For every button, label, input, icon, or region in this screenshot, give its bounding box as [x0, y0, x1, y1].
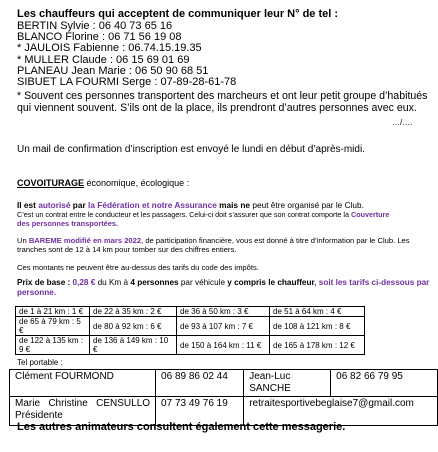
driver-line: BLANCO Florine : 06 71 56 19 08: [17, 31, 182, 43]
contact-email[interactable]: retraitesportivebeglaise7@gmail.com: [244, 397, 438, 426]
contact-name: Marie Christine CENSULLO: [15, 398, 151, 409]
prix-label: Prix de base :: [17, 278, 71, 287]
covoiturage-subtitle: économique, écologique :: [86, 178, 190, 188]
tarif-cell: de 136 à 149 km : 10 €: [90, 336, 177, 355]
contact-phone: 06 82 66 79 95: [331, 370, 438, 397]
table-row: [10, 370, 438, 397]
covoiturage-title: [17, 178, 189, 189]
contract-text: C’est un contrat entre le conducteur et les passagers. Celui-ci doit s’assurer que son contrat comporte la: [17, 210, 349, 219]
prix-vehicle: par véhicule: [178, 278, 228, 287]
covoiturage-heading: COVOITURAGE: [17, 178, 85, 188]
contacts-table: [9, 369, 438, 426]
prix-mid: du Km à: [97, 278, 131, 287]
table-row: [16, 336, 365, 355]
contract-couverture: Couverture: [351, 210, 390, 219]
contact-phone: 06 89 86 02 44: [156, 370, 244, 397]
prix-value: 0,28 €: [70, 278, 98, 287]
table-row: [16, 307, 365, 317]
bareme-post: , de participation financière, vous est donné à titre d’information par le Club. Les: [141, 236, 410, 245]
authorized-pre: Il est: [17, 200, 39, 210]
tarif-cell: de 150 à 164 km : 11 €: [177, 336, 270, 355]
tarif-cell: de 108 à 121 km : 8 €: [270, 317, 365, 336]
authorized-word: autorisé: [38, 200, 71, 210]
driver-line: BERTIN Sylvie : 06 40 73 65 16: [17, 20, 173, 32]
table-row: [16, 317, 365, 336]
authorized-federation: la Fédération et notre Assurance: [88, 200, 217, 210]
contract-transported: des personnes transportées.: [17, 219, 119, 228]
contact-role: Présidente: [15, 410, 63, 421]
montants-line: Ces montants ne peuvent être au-dessus des tarifs du code des impôts.: [17, 263, 259, 272]
contact-phone: 07 73 49 76 19: [156, 397, 244, 426]
tarif-cell: de 93 à 107 km : 7 €: [177, 317, 270, 336]
tarif-cell: de 1 à 21 km : 1 €: [16, 307, 90, 317]
contact-name: Jean-Luc SANCHE: [244, 370, 331, 397]
bareme-pre: Un: [17, 236, 29, 245]
tarif-cell: de 65 à 79 km : 5 €: [16, 317, 90, 336]
contact-name: Clément FOURMOND: [10, 370, 156, 397]
tel-label: Tel portable :: [17, 358, 63, 367]
confirmation-text: Un mail de confirmation d’inscription est envoyé le lundi en début d’après-midi.: [17, 144, 365, 155]
continuation-mark: …/….: [392, 118, 413, 127]
authorized-mais: mais ne: [216, 200, 251, 210]
tarif-cell: de 22 à 35 km : 2 €: [90, 307, 177, 317]
bareme-line-2: tranches sont de 12 à 14 km pour tomber sur des chiffres entiers.: [17, 245, 237, 254]
prix-compris: y compris le chauffeur: [227, 278, 315, 287]
driver-line: * JAULOIS Fabienne : 06.74.15.19.35: [17, 42, 202, 54]
tarif-cell: de 122 à 135 km : 9 €: [16, 336, 90, 355]
prix-persons: 4 personnes: [130, 278, 179, 287]
tarif-cell: de 165 à 178 km : 12 €: [270, 336, 365, 355]
drivers-note-2: qui viennent souvent. S’ils ont de la place, ils prendront d’autres personnes avec eux.: [17, 102, 417, 114]
prix-line: [17, 278, 429, 288]
tarif-cell: de 36 à 50 km : 3 €: [177, 307, 270, 317]
authorized-post: peut être organisé par le Club.: [250, 200, 364, 210]
footer-note: Les autres animateurs consultent également cette messagerie.: [17, 421, 346, 433]
drivers-note-1: * Souvent ces personnes transportent des marcheurs et ont leur petit groupe d’habitués: [17, 90, 428, 102]
driver-line: PLANEAU Jean Marie : 06 50 90 68 51: [17, 65, 209, 77]
authorized-mid: par: [70, 200, 89, 210]
bareme-title: BAREME modifié en mars 2022: [28, 236, 142, 245]
driver-line: * MULLER Claude : 06 15 69 01 69: [17, 54, 190, 66]
header-title: Les chauffeurs qui acceptent de communiquer leur N° de tel :: [17, 8, 339, 20]
driver-line: SIBUET LA FOURMI Serge : 07-89-28-61-78: [17, 76, 237, 88]
prix-end: , soit les tarifs ci-dessous par: [314, 278, 430, 287]
prix-end-2: personne.: [17, 288, 57, 297]
tarif-cell: de 51 à 64 km : 4 €: [270, 307, 365, 317]
tarifs-table: [15, 306, 365, 355]
tarif-cell: de 80 à 92 km : 6 €: [90, 317, 177, 336]
covoiturage-authorized: [17, 200, 364, 210]
